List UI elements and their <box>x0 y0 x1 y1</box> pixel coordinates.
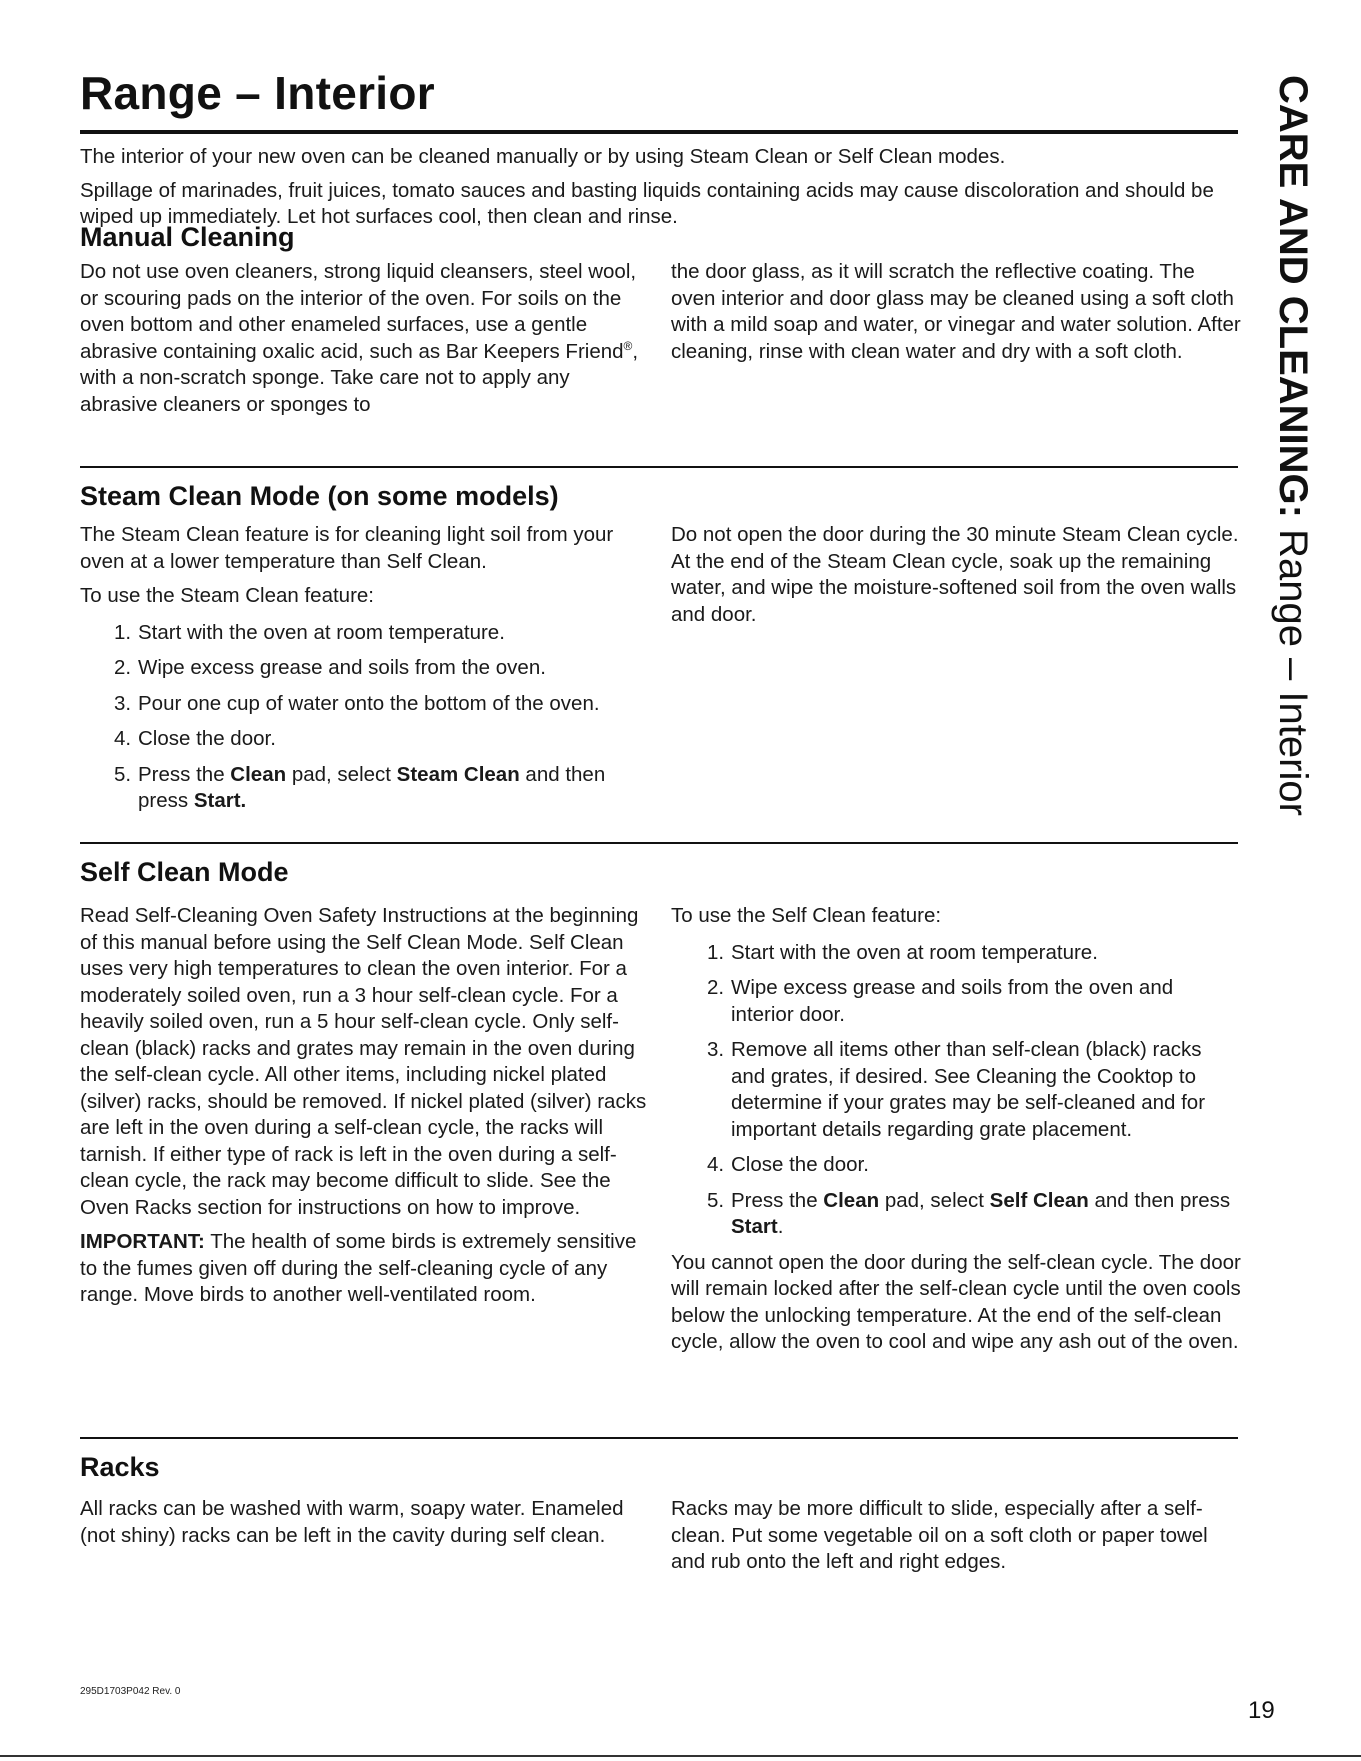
step-number: 1. <box>707 940 725 964</box>
step-number: 2. <box>707 976 725 999</box>
racks-right-text: Racks may be more difficult to slide, especially after a self-clean. Put some vegetable oil on a soft cloth or paper towel and rub onto the left and right edges. <box>671 1497 1208 1573</box>
step-text: Close the door. <box>731 1153 869 1176</box>
manual-cleaning-left-column <box>80 259 650 426</box>
manual-text-part-2: , with a non-scratch sponge. Take care not to apply any abrasive cleaners or sponges to <box>80 339 639 416</box>
step-number: 3. <box>114 691 132 715</box>
self-clean-label: Self Clean <box>989 1188 1089 1212</box>
steam-clean-heading: Steam Clean Mode (on some models) <box>80 481 559 511</box>
steam-step <box>80 691 650 718</box>
step-text: Remove all items other than self-clean (black) racks and grates, if desired. See Cleaning the Cooktop to determine if your grates may be self-cleaned and for important details regarding grate placement. <box>731 1038 1206 1141</box>
manual-cleaning-right-column <box>671 259 1241 373</box>
start-label: Start <box>731 1215 778 1238</box>
self-clean-heading: Self Clean Mode <box>80 857 289 887</box>
section-divider <box>80 1437 1238 1439</box>
step-text: Start with the oven at room temperature. <box>138 620 505 644</box>
step-text: Wipe excess grease and soils from the oven. <box>138 656 546 679</box>
side-tab-light-text: Range – Interior <box>1271 517 1315 816</box>
manual-cleaning-left-text <box>80 259 650 418</box>
section-divider <box>80 842 1238 844</box>
start-label: Start. <box>193 789 247 812</box>
scan-bottom-edge <box>0 1755 1361 1757</box>
section-side-tab <box>1256 75 1330 955</box>
self-step <box>671 940 1241 967</box>
steam-step <box>80 726 650 753</box>
step-text: . <box>777 1215 784 1238</box>
step-text: Press the <box>731 1188 824 1212</box>
self-clean-important-note <box>80 1229 650 1309</box>
steam-clean-use-label: To use the Steam Clean feature: <box>80 584 375 607</box>
step-number: 5. <box>707 1188 725 1212</box>
clean-pad-label: Clean <box>230 762 287 786</box>
manual-cleaning-heading: Manual Cleaning <box>80 222 295 252</box>
self-clean-description: Read Self-Cleaning Oven Safety Instructions at the beginning of this manual before using the Self Clean Mode. Self Clean uses very high temperatures to clean the oven interior. For a moderately soiled oven, run a 3 hour self-clean cycle. For a heavily soiled oven, run a 5 hour self-clean cycle. Only self-clean (black) racks and grates may remain in the oven during the self-clean cycle. All other items, including nickel plated (silver) racks, should be removed. If nickel plated (silver) racks are left in the oven during a self-clean cycle, the racks will tarnish. If either type of rack is left in the oven during a self-clean cycle, the rack may become difficult to slide. See the Oven Racks section for instructions on how to improve. <box>80 904 647 1219</box>
step-text: Close the door. <box>138 727 276 750</box>
self-clean-steps <box>671 940 1241 1241</box>
step-text: Wipe excess grease and soils from the oven and interior door. <box>731 976 1174 1026</box>
steam-clean-intro: The Steam Clean feature is for cleaning light soil from your oven at a lower temperature than Self Clean. <box>80 523 614 573</box>
steam-clean-left-column <box>80 522 650 824</box>
steam-step <box>80 620 650 647</box>
racks-left-column <box>80 1496 650 1557</box>
self-step <box>671 975 1241 1028</box>
important-label: IMPORTANT: <box>80 1230 205 1253</box>
step-text: Press the <box>138 762 231 786</box>
steam-step <box>80 762 650 815</box>
intro-paragraph-1: The interior of your new oven can be cleaned manually or by using Steam Clean or Self Clean modes. <box>80 145 1006 168</box>
step-text: and then press <box>1088 1188 1231 1212</box>
page-title: Range – Interior <box>80 67 435 119</box>
step-text: and then press <box>138 762 606 812</box>
self-clean-right-text: You cannot open the door during the self-clean cycle. The door will remain locked after the self-clean cycle until the oven cools below the unlocking temperature. At the end of the self-clean cycle, allow the oven to cool and wipe any ash out of the oven. <box>671 1250 1241 1353</box>
step-text: pad, select <box>286 762 397 786</box>
self-step <box>671 1037 1241 1143</box>
self-clean-left-column <box>80 903 650 1317</box>
page-number: 19 <box>1248 1697 1275 1724</box>
document-code: 295D1703P042 Rev. 0 <box>80 1686 181 1697</box>
step-number: 5. <box>114 762 132 786</box>
step-text: Pour one cup of water onto the bottom of the oven. <box>138 691 600 715</box>
racks-right-column <box>671 1496 1241 1584</box>
section-divider <box>80 466 1238 468</box>
manual-cleaning-right-text: the door glass, as it will scratch the reflective coating. The oven interior and door glass may be cleaned using a soft cloth with a mild soap and water, or vinegar and water solution. After cleaning, rinse with clean water and dry with a soft cloth. <box>671 260 1241 363</box>
intro-paragraph-2: Spillage of marinades, fruit juices, tomato sauces and basting liquids containing acids may cause discoloration and should be wiped up immediately. Let hot surfaces cool, then clean and rinse. <box>80 178 1214 228</box>
steam-clean-right-text: Do not open the door during the 30 minute Steam Clean cycle. At the end of the Steam Clean cycle, soak up the remaining water, and wipe the moisture-softened soil from the oven walls and door. <box>671 523 1239 626</box>
steam-clean-steps <box>80 620 650 815</box>
steam-step <box>80 655 650 682</box>
self-clean-use-label: To use the Self Clean feature: <box>671 904 942 927</box>
clean-pad-label: Clean <box>823 1188 880 1212</box>
step-number: 2. <box>114 656 132 679</box>
registered-mark: ® <box>623 338 633 353</box>
steam-clean-label: Steam Clean <box>396 762 520 786</box>
step-number: 4. <box>707 1153 725 1176</box>
manual-text-part-1: Do not use oven cleaners, strong liquid cleansers, steel wool, or scouring pads on the interior of the oven. For soils on the oven bottom and other enameled surfaces, use a gentle abrasive containing oxalic acid, such as Bar Keepers Friend <box>80 260 637 363</box>
racks-left-text: All racks can be washed with warm, soapy water. Enameled (not shiny) racks can be left in the cavity during self clean. <box>80 1497 624 1547</box>
step-text: pad, select <box>879 1188 990 1212</box>
steam-clean-right-column <box>671 522 1241 636</box>
self-step <box>671 1188 1241 1241</box>
step-number: 4. <box>114 727 132 750</box>
step-text: Start with the oven at room temperature. <box>731 940 1098 964</box>
racks-heading: Racks <box>80 1452 160 1482</box>
self-step <box>671 1152 1241 1179</box>
step-number: 3. <box>707 1038 725 1061</box>
step-number: 1. <box>114 620 132 644</box>
title-rule <box>80 130 1238 134</box>
self-clean-right-column <box>671 903 1241 1364</box>
important-text: The health of some birds is extremely sensitive to the fumes given off during the self-cleaning cycle of any range. Move birds to another well-ventilated room. <box>80 1230 637 1306</box>
side-tab-bold-text: CARE AND CLEANING: <box>1271 75 1315 518</box>
